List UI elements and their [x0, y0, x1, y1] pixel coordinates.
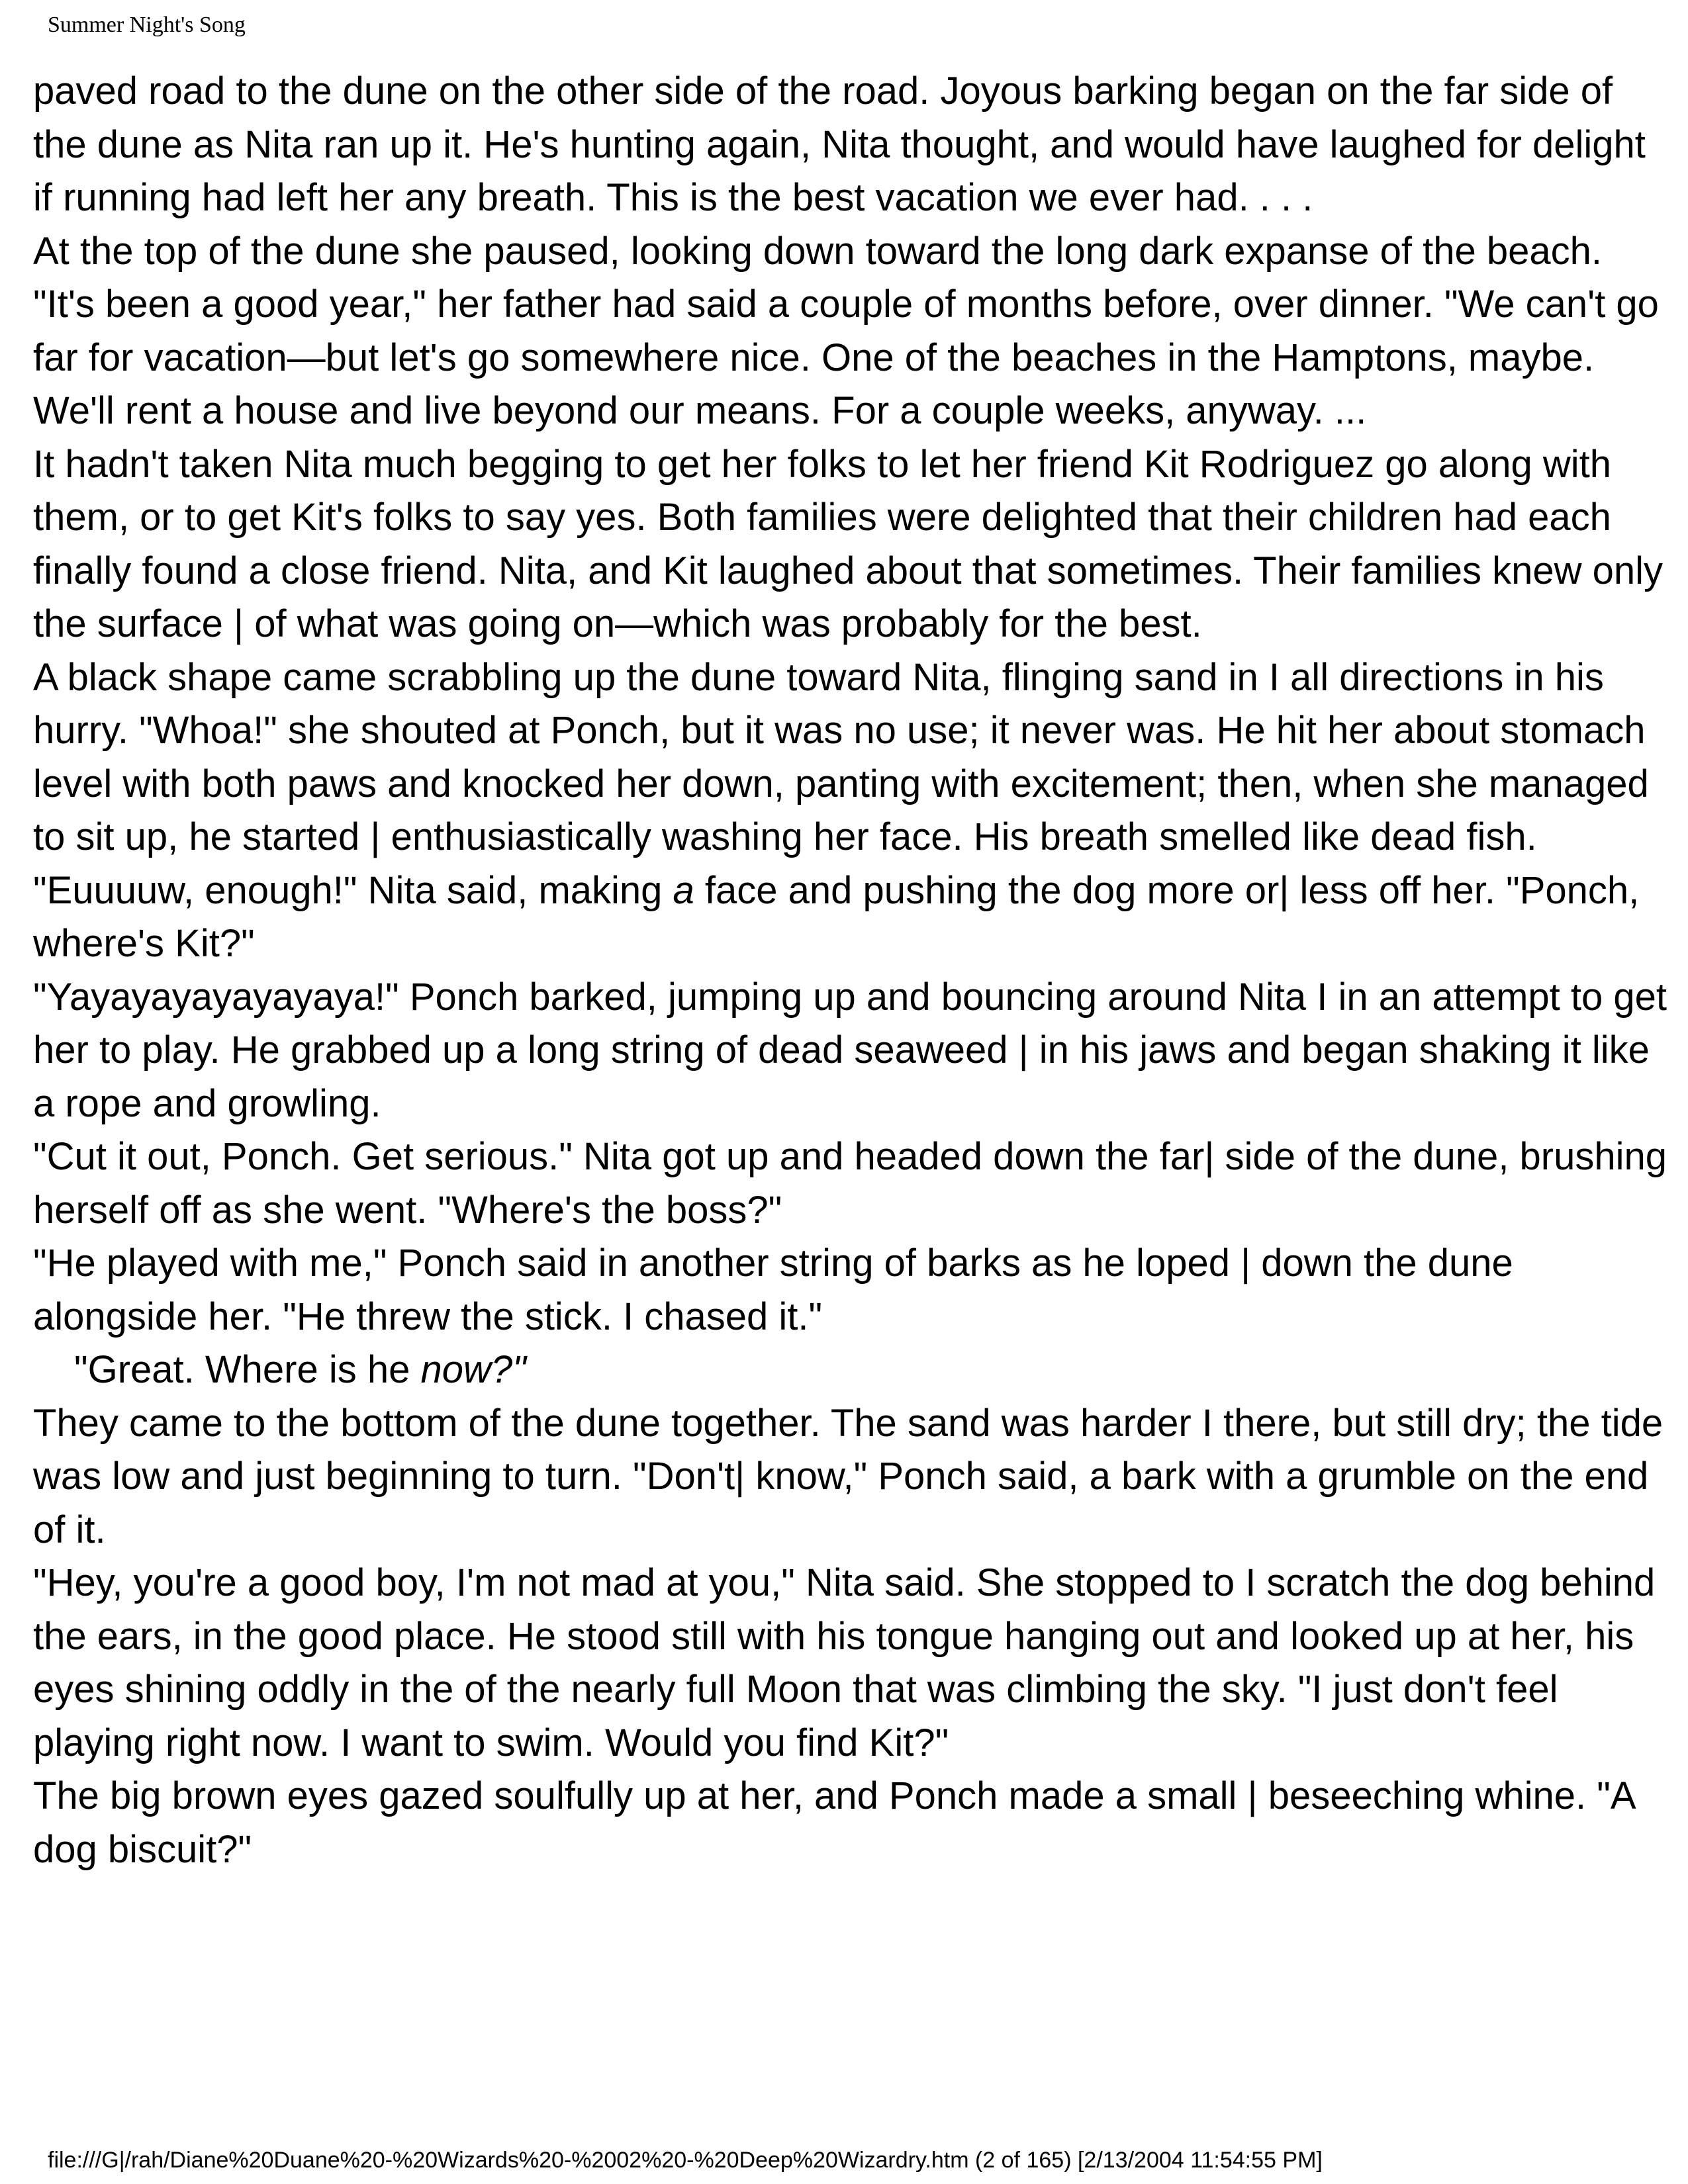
text-segment: The big brown eyes gazed soulfully up at her, and Ponch made a small | beseeching whine. "A dog biscuit?": [33, 1774, 1634, 1871]
text-segment: "Great. Where is he: [74, 1348, 421, 1391]
paragraph: [33, 225, 1668, 438]
text-segment: "Euuuuw, enough!" Nita said, making: [33, 868, 673, 912]
text-segment: "Yayayayayayayaya!" Ponch barked, jumping up and bouncing around Nita I in an attempt to get her to play. He grabbed up a long string of dead seaweed | in his jaws and began shaking it like a rope and growling.: [33, 975, 1667, 1125]
text-segment: It hadn't taken Nita much begging to get her folks to let her friend Kit Rodriguez go along with them, or to get Kit's folks to say yes. Both families were delighted that their children had each finally found a close friend. Nita, and Kit laughed about that sometimes. Their families knew only the surface | of what was going on—which was probably for the best.: [33, 442, 1664, 645]
paragraph: [33, 1237, 1668, 1343]
paragraph: [33, 1770, 1668, 1876]
text-segment: "Cut it out, Ponch. Get serious." Nita got up and headed down the far| side of the dune, brushing herself off as she went. "Where's the boss?": [33, 1135, 1667, 1232]
body-text: [33, 65, 1668, 1876]
text-segment: A black shape came scrabbling up the dune toward Nita, flinging sand in I all directions in his hurry. "Whoa!" she shouted at Ponch, but it was no use; it never was. He hit her about stomach level with both paws and knocked her down, panting with excitement; then, when she managed to sit up, he started | enthusiastically washing her face. His breath smelled like dead fish.: [33, 655, 1649, 858]
paragraph: [33, 864, 1668, 971]
page-header-title: Summer Night's Song: [48, 13, 246, 37]
italic-text: a: [673, 868, 694, 912]
text-segment: "Hey, you're a good boy, I'm not mad at you," Nita said. She stopped to I scratch the dog behind the ears, in the good place. He stood still with his tongue hanging out and looked up at her, his eyes shining oddly in the of the nearly full Moon that was climbing the sky. "I just don't feel playing right now. I want to swim. Would you find Kit?": [33, 1561, 1656, 1764]
paragraph: [33, 438, 1668, 651]
page-footer-path: file:///G|/rah/Diane%20Duane%20-%20Wizards%20-%2002%20-%20Deep%20Wizardry.htm (2 of 165) [2/13/2004 11:54:55 PM]: [48, 2148, 1323, 2173]
paragraph: [33, 1397, 1668, 1557]
paragraph: [33, 971, 1668, 1131]
text-segment: face and pushing the dog more or| less off her. "Ponch, where's Kit?": [33, 868, 1640, 965]
text-segment: paved road to the dune on the other side of the road. Joyous barking began on the far side of the dune as Nita ran up it. He's hunting again, Nita thought, and would have laughed for delight if running had left her any breath. This is the best vacation we ever had. . . .: [33, 69, 1646, 219]
paragraph: [33, 65, 1668, 225]
paragraph: [33, 1130, 1668, 1237]
italic-text: now?": [420, 1348, 526, 1391]
paragraph: [33, 1343, 1668, 1397]
text-segment: "He played with me," Ponch said in another string of barks as he loped | down the dune alongside her. "He threw the stick. I chased it.": [33, 1242, 1513, 1338]
paragraph: [33, 1557, 1668, 1770]
paragraph: [33, 651, 1668, 864]
text-segment: They came to the bottom of the dune together. The sand was harder I there, but still dry; the tide was low and just beginning to turn. "Don't| know," Ponch said, a bark with a grumble on the end of it.: [33, 1401, 1664, 1551]
text-segment: At the top of the dune she paused, looking down toward the long dark expanse of the beach. "It's been a good year," her father had said a couple of months before, over dinner. "We can't go far for vacation—but let's go somewhere nice. One of the beaches in the Hamptons, maybe. We'll rent a house and live beyond our means. For a couple weeks, anyway. ...: [33, 229, 1659, 432]
